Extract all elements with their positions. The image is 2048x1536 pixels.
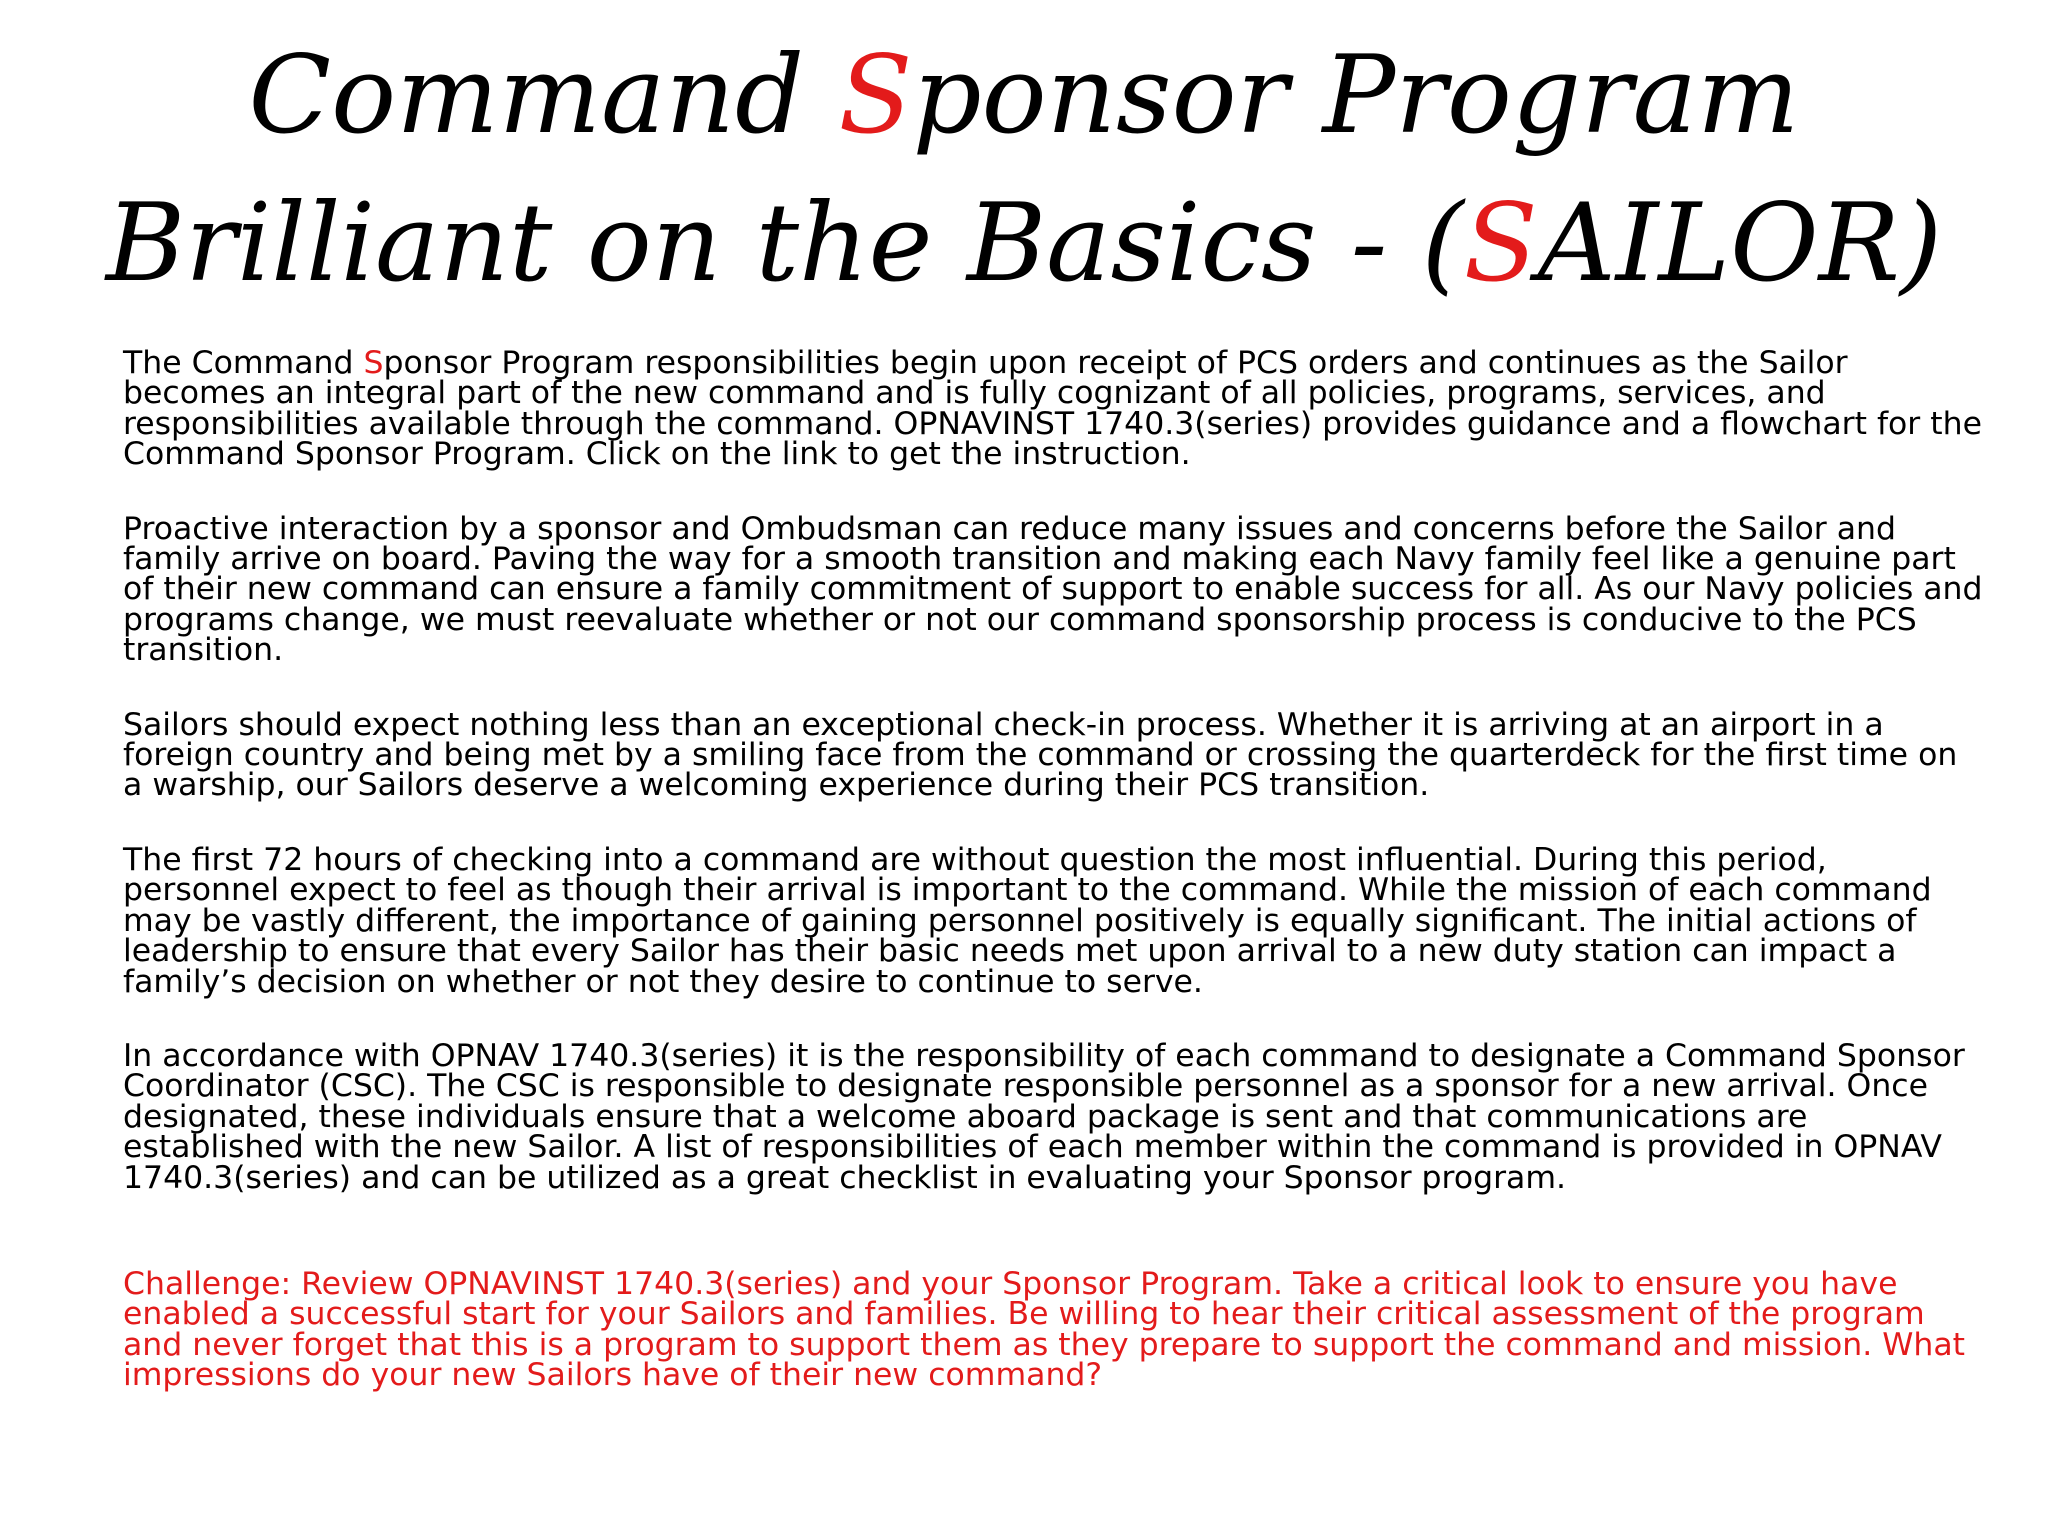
- title-line-1-part-b: ponsor Program: [912, 33, 1800, 158]
- title-line-2: [0, 170, 2048, 318]
- paragraph-challenge: Challenge: Review OPNAVINST 1740.3(series) and your Sponsor Program. Take a critical look to ensure you have enabled a successful start for your Sailors and families. Be willing to hear their critical assessment of the program and never forget that this is a program to support them as they prepare to support the command and mission. What impressions do your new Sailors have of their new command?: [123, 1265, 1966, 1394]
- paragraph-program-responsibilities: [123, 345, 1983, 473]
- paragraph-check-in-process: Sailors should expect nothing less than an exceptional check-in process. Whether it is arriving at an airport in a foreign country and being met by a smiling face from the command or crossing the quarterdeck for the first time on a warship, our Sailors deserve a welcoming experience during their PCS transition.: [123, 706, 1958, 804]
- paragraph-proactive-interaction: Proactive interaction by a sponsor and Ombudsman can reduce many issues and concerns before the Sailor and family arrive on board. Paving the way for a smooth transition and making each Navy family feel like a genuine part of their new command can ensure a family commitment of support to enable success for all. As our Navy policies and programs change, we must reevaluate whether or not our command sponsorship process is conducive to the PCS transition.: [123, 510, 1983, 669]
- title-line-2-part-b: AILOR): [1537, 181, 1943, 306]
- title-line-1-part-a: Command: [248, 33, 839, 158]
- paragraph-1-accent-letter: S: [363, 345, 384, 381]
- paragraph-1-part-b: ponsor Program responsibilities begin upon receipt of PCS orders and continues as the Sailor becomes an integral part of the new command and is fully cognizant of all policies, programs, services, and responsibilities available through the command. OPNAVINST 1740.3(series) provides guidance and a flowchart for the Command Sponsor Program. Click on the link to get the instruction.: [123, 345, 1982, 473]
- title-line-2-part-a: Brilliant on the Basics - (: [105, 181, 1464, 306]
- paragraph-csc-responsibility: In accordance with OPNAV 1740.3(series) it is the responsibility of each command to designate a Command Sponsor Coordinator (CSC). The CSC is responsible to designate responsible personnel as a sponsor for a new arrival. Once designated, these individuals ensure that a welcome aboard package is sent and that communications are established with the new Sailor. A list of responsibilities of each member within the command is provided in OPNAV 1740.3(series) and can be utilized as a great checklist in evaluating your Sponsor program.: [123, 1037, 1965, 1196]
- paragraph-first-72-hours: The first 72 hours of checking into a command are without question the most influential. During this period, personnel expect to feel as though their arrival is important to the command. While the mission of each command may be vastly different, the importance of gaining personnel positively is equally significant. The initial actions of leadership to ensure that every Sailor has their basic needs met upon arrival to a new duty station can impact a family’s decision on whether or not they desire to continue to serve.: [123, 841, 1932, 1000]
- slide-title: [0, 22, 2048, 318]
- title-line-1-accent-letter: S: [838, 33, 913, 158]
- paragraph-1-part-a: The Command: [123, 345, 364, 381]
- title-line-1: [0, 22, 2048, 170]
- body-text: [123, 345, 1983, 1435]
- title-line-2-accent-letter: S: [1463, 181, 1538, 306]
